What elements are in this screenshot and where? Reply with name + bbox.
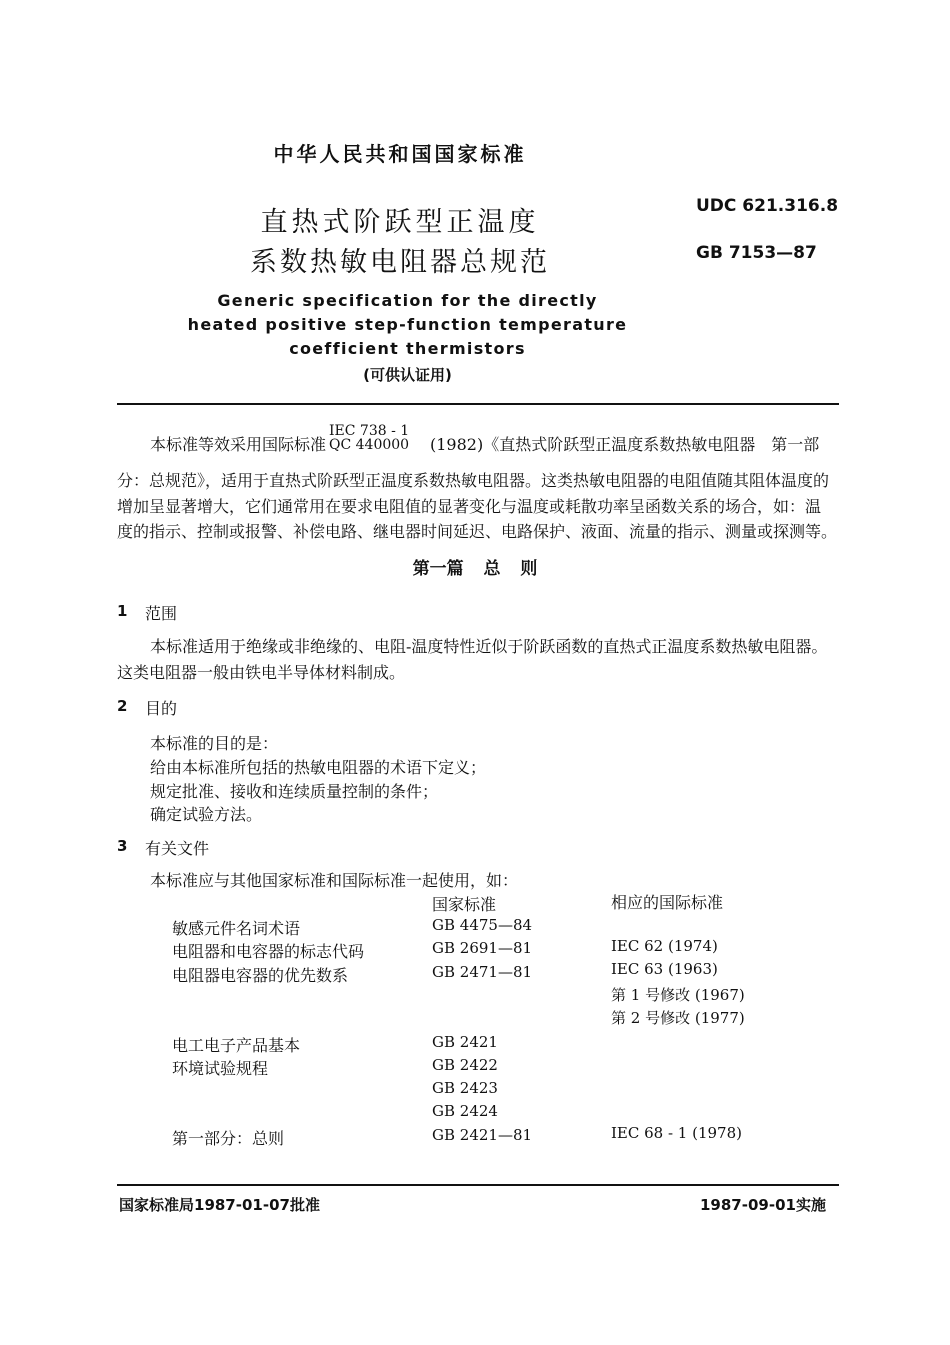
implementation-date: 1987-09-01实施 [700, 1196, 826, 1214]
section-2-line2: 给由本标准所包括的热敏电阻器的术语下定义； [150, 758, 487, 777]
section-2-line1: 本标准的目的是： [150, 734, 279, 753]
intro-line1-prefix: 本标准等效采用国际标准 [150, 435, 327, 454]
table-row-gb: GB 4475—84 [432, 916, 533, 934]
bottom-divider [117, 1184, 839, 1186]
section-1-title: 范围 [145, 604, 178, 623]
table-row-gb: GB 2423 [432, 1079, 498, 1097]
section-3-title: 有关文件 [145, 839, 210, 858]
document-title-line2: 系数热敏电阻器总规范 [250, 247, 550, 278]
iec-ref-bottom: QC 440000 [329, 437, 410, 453]
udc-code: UDC 621.316.8 [696, 196, 839, 216]
national-standard-heading: 中华人民共和国国家标准 [273, 142, 527, 166]
column-header-national: 国家标准 [432, 895, 497, 914]
approval-date: 国家标准局1987-01-07批准 [119, 1196, 320, 1214]
section-3-line1: 本标准应与其他国家标准和国际标准一起使用，如： [150, 871, 519, 890]
top-divider [117, 403, 839, 405]
table-row-gb: GB 2471—81 [432, 963, 533, 981]
table-row-name: 电阻器和电容器的标志代码 [172, 942, 365, 961]
section-1-line1: 本标准适用于绝缘或非绝缘的、电阻-温度特性近似于阶跃函数的直热式正温度系数热敏电阻器。 [150, 637, 828, 656]
table-row-intl: IEC 63 (1963) [611, 960, 718, 978]
intro-line1-suffix: (1982)《直热式阶跃型正温度系数热敏电阻器 第一部 [430, 435, 820, 454]
intro-line2: 分：总规范》，适用于直热式阶跃型正温度系数热敏电阻器。这类热敏电阻器的电阻值随其阻体温度的 [117, 471, 830, 490]
table-row-name: 电阻器电容器的优先数系 [172, 966, 349, 985]
table-row-name: 敏感元件名词术语 [172, 919, 301, 938]
table-row-name: 环境试验规程 [172, 1059, 269, 1078]
english-title-line2: heated positive step-function temperature [187, 315, 628, 334]
iec-ref-top: IEC 738 - 1 [329, 423, 410, 439]
intro-line3: 增加呈显著增大，它们通常用在要求电阻值的显著变化与温度或耗散功率呈函数关系的场合，如：温 [117, 497, 822, 516]
gb-code: GB 7153—87 [696, 243, 817, 263]
iec-reference-stack [329, 424, 409, 452]
english-title-line3: coefficient thermistors [289, 339, 526, 358]
table-row-gb: GB 2421—81 [432, 1126, 533, 1144]
section-1-line2: 这类电阻器一般由铁电半导体材料制成。 [117, 663, 406, 682]
part-heading: 第一篇 总 则 [412, 559, 538, 579]
section-2-line3: 规定批准、接收和连续质量控制的条件； [150, 782, 439, 801]
table-row-intl: IEC 62 (1974) [611, 937, 718, 955]
table-row-gb: GB 2421 [432, 1033, 498, 1051]
table-row-intl: 第 2 号修改 (1977) [611, 1009, 745, 1027]
section-2-line4: 确定试验方法。 [150, 805, 263, 824]
section-2-title: 目的 [145, 699, 178, 718]
section-3-number: 3 [117, 837, 128, 855]
table-row-intl: 第 1 号修改 (1967) [611, 986, 745, 1004]
section-1-number: 1 [117, 602, 128, 620]
table-row-gb: GB 2422 [432, 1056, 498, 1074]
table-row-gb: GB 2424 [432, 1102, 498, 1120]
section-2-number: 2 [117, 697, 128, 715]
column-header-international: 相应的国际标准 [611, 893, 724, 912]
table-row-name: 电工电子产品基本 [172, 1036, 301, 1055]
table-row-intl: IEC 68 - 1 (1978) [611, 1124, 743, 1142]
document-title-line1: 直热式阶跃型正温度 [260, 207, 540, 238]
table-row-name: 第一部分：总则 [172, 1129, 285, 1148]
intro-line4: 度的指示、控制或报警、补偿电路、继电器时间延迟、电路保护、液面、流量的指示、测量或探测等。 [117, 522, 838, 541]
approval-note: (可供认证用) [363, 366, 452, 384]
table-row-gb: GB 2691—81 [432, 939, 533, 957]
english-title-line1: Generic specification for the directly [217, 291, 598, 310]
